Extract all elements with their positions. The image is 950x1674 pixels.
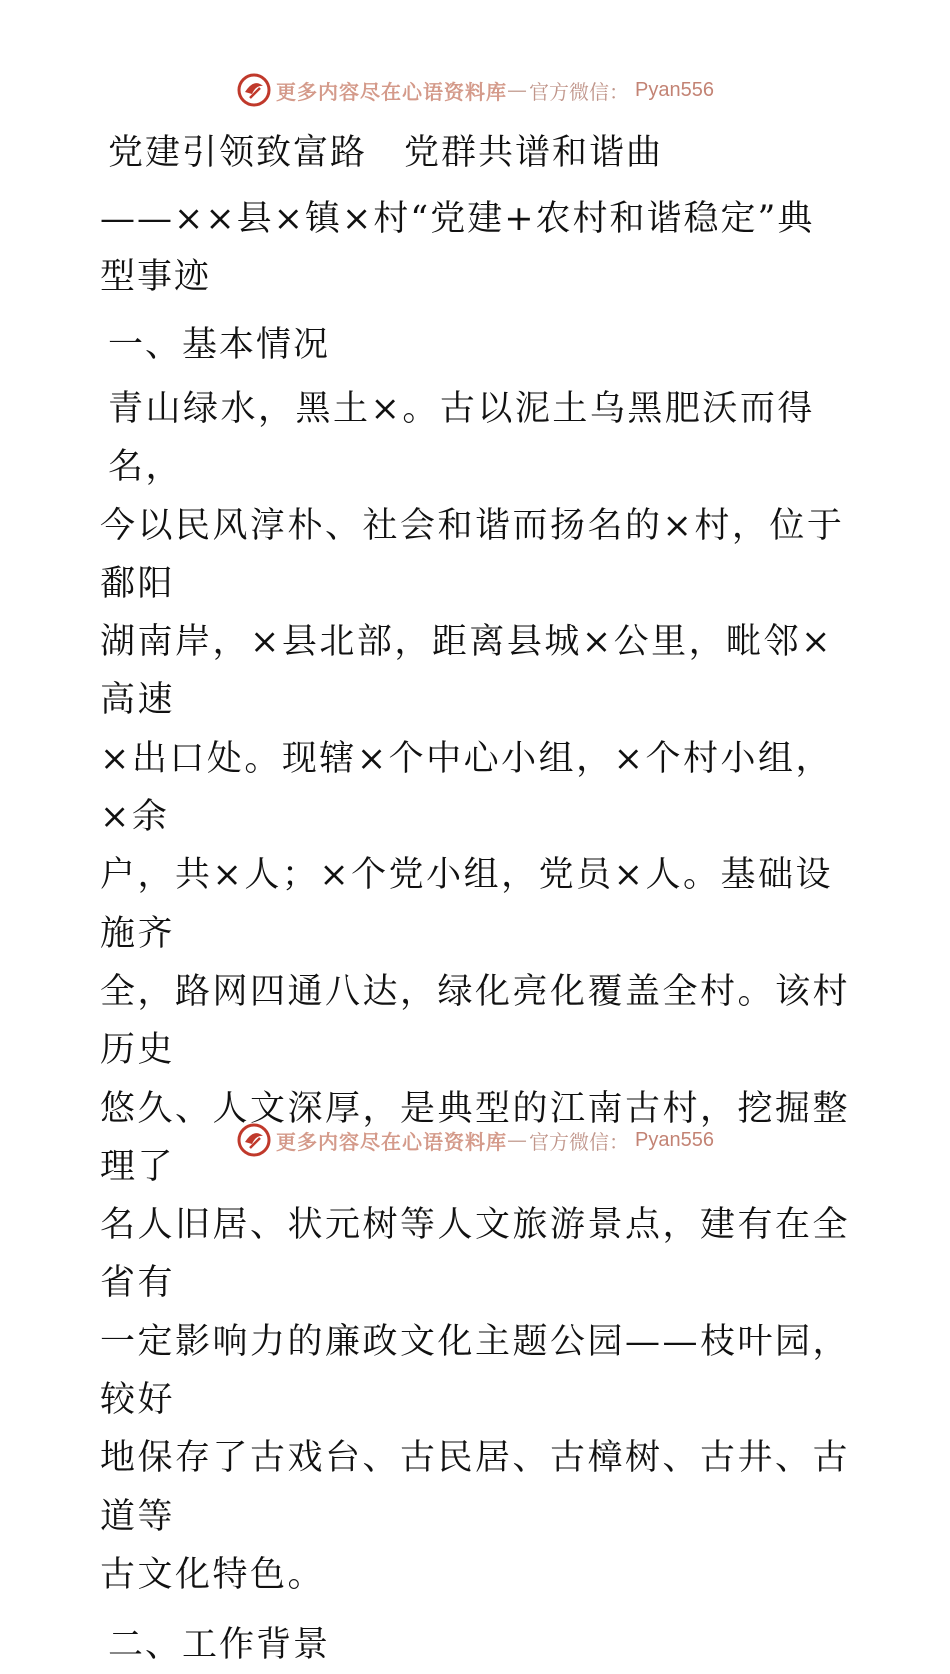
document-subtitle: ——××县×镇×村“党建+农村和谐稳定”典型事迹	[100, 199, 815, 297]
paragraph-line: 古文化特色。	[100, 1554, 326, 1595]
watermark-wechat-label: 官方微信：	[529, 1129, 630, 1154]
watermark-banner-bottom	[0, 1120, 950, 1160]
section-paragraph-basic-info	[100, 380, 850, 1604]
watermark-text: 更多内容尽在心语资料库	[276, 1129, 508, 1154]
brand-logo-icon	[236, 1122, 272, 1158]
paragraph-line: 青山绿水，黑土×。古以泥土乌黑肥沃而得名，	[108, 389, 815, 488]
watermark-separator: —	[507, 1128, 528, 1152]
document-body	[100, 124, 850, 1674]
paragraph-line: 户，共×人；×个党小组，党员×人。基础设施齐	[100, 855, 833, 954]
paragraph-line: 地保存了古戏台、古民居、古樟树、古井、古道等	[100, 1438, 851, 1537]
watermark-wechat-id: Pyan556	[635, 78, 714, 101]
section-heading-basic-info: 一、基本情况	[108, 325, 331, 365]
paragraph-line: 名人旧居、状元树等人文旅游景点，建有在全省有	[100, 1205, 851, 1304]
paragraph-line: 湖南岸，×县北部，距离县城×公里，毗邻×高速	[100, 622, 833, 721]
brand-logo-icon	[236, 72, 272, 108]
section-heading-work-background: 二、工作背景	[108, 1625, 331, 1666]
watermark-wechat-id: Pyan556	[635, 1128, 714, 1151]
watermark-banner-top	[0, 70, 950, 110]
watermark-wechat-label: 官方微信：	[529, 79, 630, 104]
paragraph-line: ×出口处。现辖×个中心小组，×个村小组，×余	[100, 738, 833, 838]
paragraph-line: 今以民风淳朴、社会和谐而扬名的×村，位于鄱阳	[100, 505, 845, 604]
watermark-text: 更多内容尽在心语资料库	[276, 79, 508, 104]
watermark-separator: —	[507, 78, 528, 102]
paragraph-line: 一定影响力的廉政文化主题公园——枝叶园，较好	[100, 1321, 851, 1421]
paragraph-line: 悠久、人文深厚，是典型的江南古村，挖掘整理了	[100, 1088, 851, 1187]
document-title: 党建引领致富路 党群共谱和谐曲	[108, 133, 664, 173]
paragraph-line: 全，路网四通八达，绿化亮化覆盖全村。该村历史	[100, 971, 851, 1071]
